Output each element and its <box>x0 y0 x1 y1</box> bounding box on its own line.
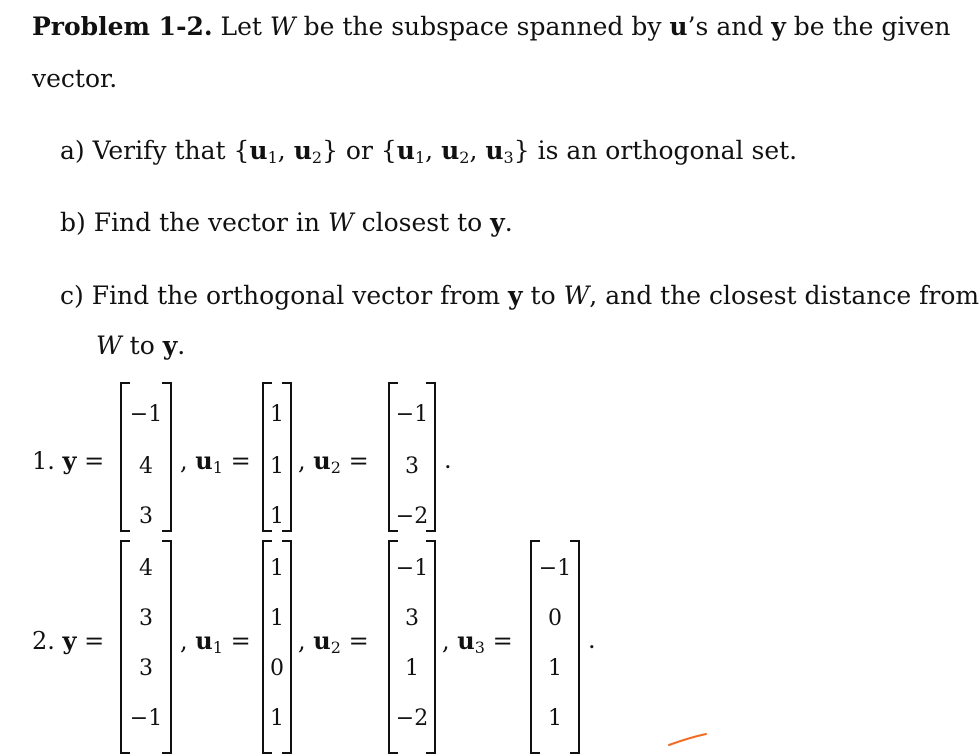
part-c-line-2 <box>96 331 185 360</box>
problem-number: 1. <box>32 447 55 475</box>
equals-sign: = <box>348 447 369 475</box>
vector-label-u2 <box>298 626 369 657</box>
symbol-y: y <box>62 626 77 655</box>
vector-entry: 1 <box>405 656 419 681</box>
comma: , <box>180 447 188 475</box>
symbol-u: u <box>669 12 688 41</box>
subscript: 2 <box>311 148 323 167</box>
symbol-W: W <box>96 331 122 360</box>
intro-text: Let <box>220 12 262 41</box>
subscript: 1 <box>212 638 223 657</box>
equals-sign: = <box>84 627 105 655</box>
symbol-W: W <box>269 12 296 41</box>
part-b <box>60 208 513 237</box>
comma: , <box>277 136 294 165</box>
problem-2-label <box>32 626 104 655</box>
intro-text: vector. <box>32 64 118 93</box>
subscript: 3 <box>503 148 514 167</box>
vector-entry: −1 <box>395 402 429 427</box>
symbol-u: u <box>485 136 504 165</box>
vector-u3-2 <box>530 540 580 754</box>
subscript: 2 <box>459 148 470 167</box>
vector-y-2 <box>120 540 172 754</box>
vector-entry: −2 <box>395 504 429 529</box>
vector-entry: 1 <box>270 402 284 427</box>
vector-y-1 <box>120 382 172 532</box>
intro-text: ’s and <box>687 12 764 41</box>
symbol-y: y <box>490 208 505 237</box>
vector-entry: −1 <box>129 402 163 427</box>
vector-label-u3 <box>442 626 513 657</box>
subscript: 1 <box>212 458 223 477</box>
vector-entry: 0 <box>548 606 562 631</box>
symbol-u: u <box>195 446 213 475</box>
comma: , <box>469 136 486 165</box>
comma: , <box>425 136 442 165</box>
symbol-W: W <box>327 208 354 237</box>
comma: , <box>298 447 306 475</box>
symbol-u: u <box>195 626 213 655</box>
vector-entry: 3 <box>139 656 153 681</box>
vector-entry: 1 <box>270 606 284 631</box>
period: . <box>177 331 186 360</box>
symbol-u: u <box>313 446 331 475</box>
symbol-y: y <box>508 281 523 310</box>
symbol-u: u <box>396 136 415 165</box>
vector-entry: 4 <box>139 454 153 479</box>
vector-label-u1 <box>180 446 251 477</box>
vector-entry: −1 <box>538 556 572 581</box>
equals-sign: = <box>492 627 513 655</box>
symbol-y: y <box>62 446 77 475</box>
part-a-label: a) <box>60 136 85 165</box>
part-a-text: } or { <box>322 136 397 165</box>
problem-header-line-1 <box>32 12 950 41</box>
symbol-y: y <box>771 12 786 41</box>
vector-entry: 1 <box>270 706 284 731</box>
vector-entry: 3 <box>139 606 153 631</box>
symbol-u: u <box>441 136 460 165</box>
period: . <box>504 208 513 237</box>
vector-u1-1 <box>262 382 292 532</box>
equals-sign: = <box>230 447 251 475</box>
period: . <box>588 626 596 654</box>
problem-1-label <box>32 446 104 475</box>
part-a <box>60 136 797 167</box>
part-b-text: Find the vector in <box>93 208 321 237</box>
vector-entry: 3 <box>139 504 153 529</box>
vector-entry: 1 <box>548 656 562 681</box>
problem-number: 2. <box>32 627 55 655</box>
orange-pen-stroke <box>668 733 708 746</box>
subscript: 2 <box>330 638 341 657</box>
problem-header-line-2 <box>32 64 117 93</box>
vector-entry: 3 <box>405 606 419 631</box>
symbol-u: u <box>457 626 475 655</box>
part-c-line-1 <box>60 281 979 310</box>
subscript: 1 <box>267 148 278 167</box>
vector-entry: 0 <box>270 656 284 681</box>
equals-sign: = <box>84 447 105 475</box>
intro-text: be the given <box>793 12 951 41</box>
vector-entry: −1 <box>395 556 429 581</box>
symbol-u: u <box>293 136 312 165</box>
vector-label-u2 <box>298 446 369 477</box>
vector-entry: 4 <box>139 556 153 581</box>
vector-entry: 1 <box>270 454 284 479</box>
comma: , <box>442 627 450 655</box>
vector-u1-2 <box>262 540 292 754</box>
vector-u2-2 <box>388 540 436 754</box>
vector-entry: 1 <box>270 556 284 581</box>
symbol-u: u <box>313 626 331 655</box>
vector-entry: 3 <box>405 454 419 479</box>
subscript: 3 <box>474 638 485 657</box>
problem-title: Problem 1-2. <box>32 12 213 41</box>
part-b-label: b) <box>60 208 86 237</box>
subscript: 1 <box>414 148 426 167</box>
vector-label-u1 <box>180 626 251 657</box>
equals-sign: = <box>348 627 369 655</box>
part-c-text: to <box>129 331 155 360</box>
part-a-text: } is an orthogonal set. <box>513 136 798 165</box>
symbol-u: u <box>249 136 268 165</box>
vector-entry: −1 <box>129 706 163 731</box>
part-c-text: Find the orthogonal vector from <box>91 281 501 310</box>
comma: , <box>180 627 188 655</box>
vector-u2-1 <box>388 382 436 532</box>
comma: , <box>298 627 306 655</box>
equals-sign: = <box>230 627 251 655</box>
intro-text: be the subspace spanned by <box>303 12 662 41</box>
part-c-text: to <box>530 281 556 310</box>
part-a-text: Verify that { <box>92 136 250 165</box>
period: . <box>444 446 452 474</box>
subscript: 2 <box>330 458 341 477</box>
symbol-W: W <box>563 281 590 310</box>
vector-entry: 1 <box>270 504 284 529</box>
vector-entry: 1 <box>548 706 562 731</box>
part-c-text: , and the closest distance from <box>589 281 979 310</box>
vector-entry: −2 <box>395 706 429 731</box>
symbol-y: y <box>162 331 178 360</box>
part-b-text: closest to <box>361 208 483 237</box>
part-c-label: c) <box>60 281 84 310</box>
